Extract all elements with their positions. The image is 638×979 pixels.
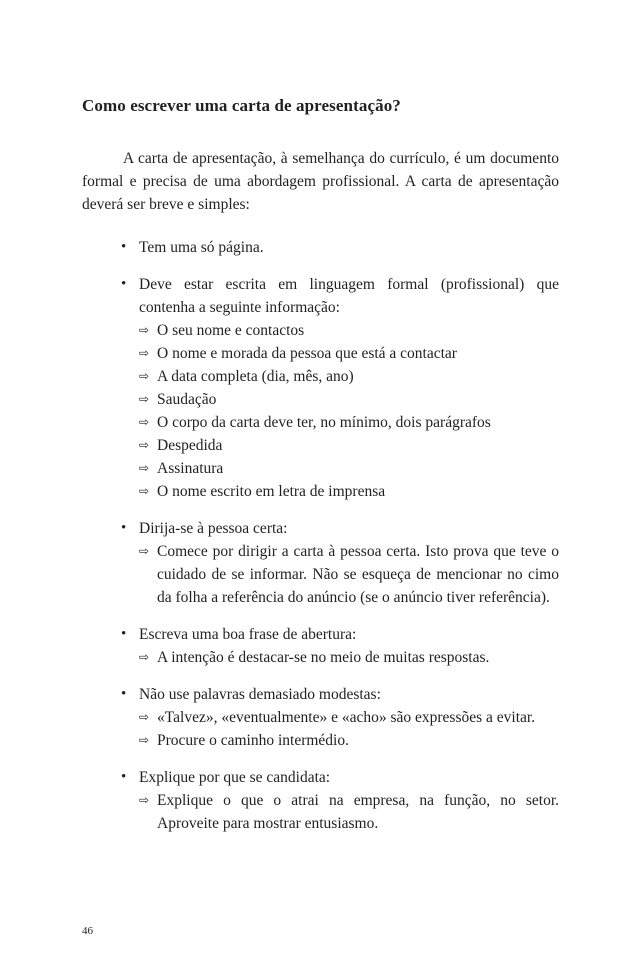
sub-list-item xyxy=(139,457,559,480)
list-item xyxy=(121,517,559,609)
sub-list-item xyxy=(139,729,559,752)
bullet-list xyxy=(121,236,559,849)
list-item xyxy=(121,683,559,752)
sub-list xyxy=(139,646,559,669)
sub-list-item xyxy=(139,388,559,411)
arrow-right-icon: ⇨ xyxy=(139,346,150,360)
bullet-icon: • xyxy=(121,769,127,785)
sub-list xyxy=(139,706,559,752)
sub-list-item xyxy=(139,480,559,503)
list-item xyxy=(121,236,559,259)
sub-list-item-text: O corpo da carta deve ter, no mínimo, dois parágrafos xyxy=(157,414,491,431)
section-title: Como escrever uma carta de apresentação? xyxy=(82,96,401,115)
intro-paragraph: A carta de apresentação, à semelhança do currículo, é um documento formal e precisa de uma abordagem profissional. A carta de apresentação deverá ser breve e simples: xyxy=(82,150,559,213)
arrow-right-icon: ⇨ xyxy=(139,710,150,724)
sub-list xyxy=(139,540,559,609)
bullet-icon: • xyxy=(121,686,127,702)
list-item xyxy=(121,623,559,669)
list-item-text: Escreva uma boa frase de abertura: xyxy=(139,626,357,643)
sub-list-item xyxy=(139,646,559,669)
arrow-right-icon: ⇨ xyxy=(139,392,150,406)
sub-list-item-text: «Talvez», «eventualmente» e «acho» são expressões a evitar. xyxy=(157,709,536,726)
arrow-right-icon: ⇨ xyxy=(139,484,150,498)
sub-list-item-text: A intenção é destacar-se no meio de muitas respostas. xyxy=(157,649,490,666)
bullet-icon: • xyxy=(121,626,127,642)
sub-list-item-text: Procure o caminho intermédio. xyxy=(157,732,349,749)
sub-list-item-text: O nome e morada da pessoa que está a contactar xyxy=(157,345,457,362)
arrow-right-icon: ⇨ xyxy=(139,323,150,337)
bullet-icon: • xyxy=(121,520,127,536)
sub-list-item xyxy=(139,319,559,342)
sub-list-item-text: A data completa (dia, mês, ano) xyxy=(157,368,354,385)
arrow-right-icon: ⇨ xyxy=(139,369,150,383)
arrow-right-icon: ⇨ xyxy=(139,415,150,429)
list-item-text: Tem uma só página. xyxy=(139,239,264,256)
sub-list-item xyxy=(139,789,559,835)
arrow-right-icon: ⇨ xyxy=(139,438,150,452)
bullet-icon: • xyxy=(121,276,127,292)
sub-list-item-text: O nome escrito em letra de imprensa xyxy=(157,483,386,500)
sub-list-item-text: Despedida xyxy=(157,437,223,454)
sub-list xyxy=(139,789,559,835)
sub-list-item xyxy=(139,411,559,434)
sub-list-item-text: Assinatura xyxy=(157,460,224,477)
sub-list-item-text: O seu nome e contactos xyxy=(157,322,305,339)
sub-list-item-text: Saudação xyxy=(157,391,217,408)
sub-list-item xyxy=(139,540,559,609)
sub-list-item xyxy=(139,342,559,365)
sub-list-item xyxy=(139,706,559,729)
arrow-right-icon: ⇨ xyxy=(139,544,150,558)
list-item xyxy=(121,273,559,503)
list-item-text: Não use palavras demasiado modestas: xyxy=(139,686,381,703)
sub-list xyxy=(139,319,559,503)
arrow-right-icon: ⇨ xyxy=(139,650,150,664)
bullet-icon: • xyxy=(121,239,127,255)
list-item xyxy=(121,766,559,835)
sub-list-item-text: Explique o que o atrai na empresa, na função, no setor. Aproveite para mostrar entusiasmo. xyxy=(157,792,559,832)
list-item-text: Dirija-se à pessoa certa: xyxy=(139,520,288,537)
list-item-text: Explique por que se candidata: xyxy=(139,769,331,786)
sub-list-item xyxy=(139,365,559,388)
arrow-right-icon: ⇨ xyxy=(139,793,150,807)
sub-list-item-text: Comece por dirigir a carta à pessoa certa. Isto prova que teve o cuidado de se informar. Não se esqueça de mencionar no cimo da folha a referência do anúncio (se o anúncio tiver referência). xyxy=(157,543,559,606)
sub-list-item xyxy=(139,434,559,457)
arrow-right-icon: ⇨ xyxy=(139,733,150,747)
page-number: 46 xyxy=(82,925,93,937)
arrow-right-icon: ⇨ xyxy=(139,461,150,475)
list-item-text: Deve estar escrita em linguagem formal (profissional) que contenha a seguinte informação: xyxy=(139,276,559,316)
